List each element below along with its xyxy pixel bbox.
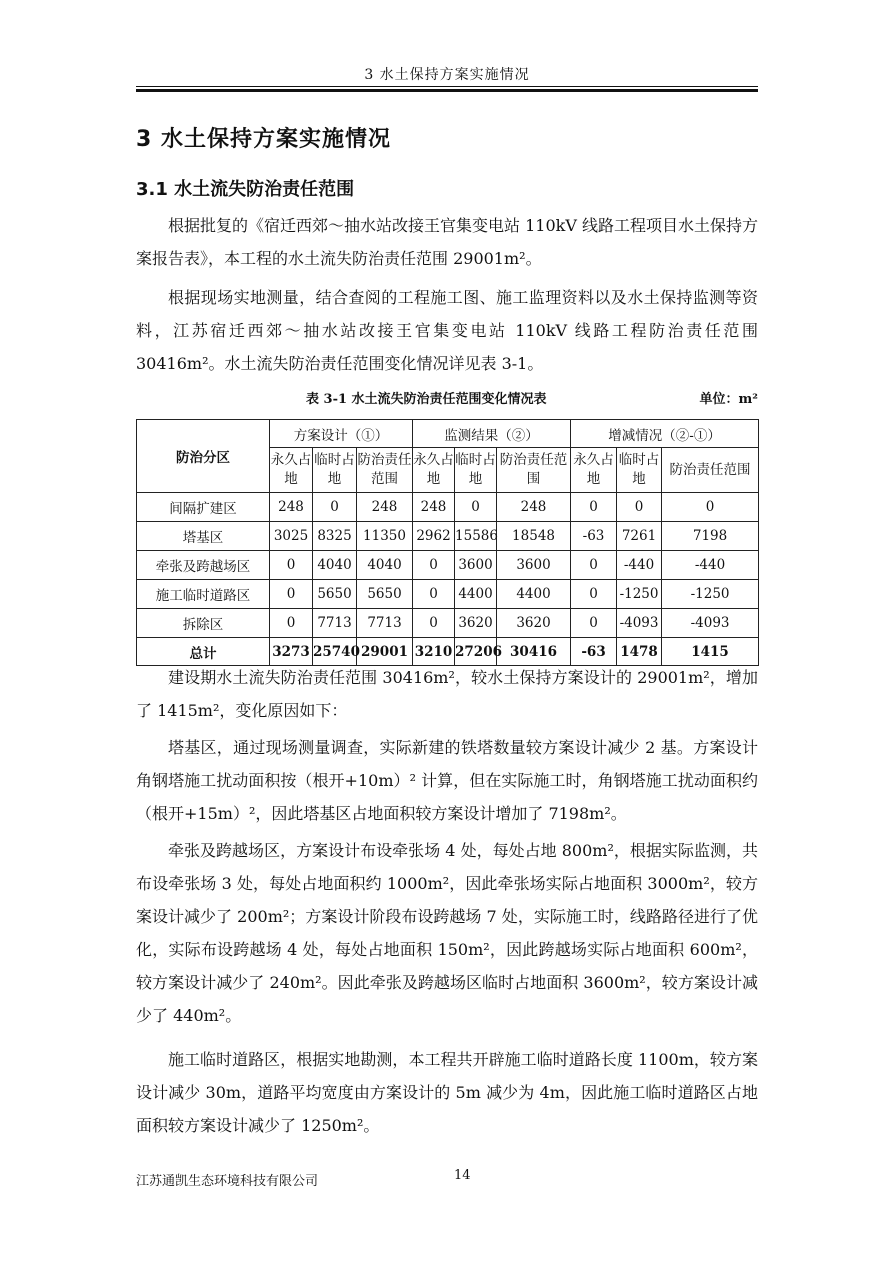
- value-cell: 248: [357, 493, 413, 522]
- footer-company: 江苏通凯生态环境科技有限公司: [136, 1174, 319, 1189]
- table-row: [137, 609, 759, 638]
- value-cell: 3600: [497, 551, 571, 580]
- total-value-cell: 25740: [313, 638, 357, 666]
- table-header-group-row: [137, 420, 759, 448]
- value-cell: 0: [571, 580, 617, 609]
- zone-name-cell: 间隔扩建区: [137, 493, 270, 522]
- value-cell: 0: [270, 609, 313, 638]
- value-cell: 0: [455, 493, 497, 522]
- value-cell: 11350: [357, 522, 413, 551]
- total-value-cell: 29001: [357, 638, 413, 666]
- total-value-cell: 3273: [270, 638, 313, 666]
- zone-header: 防治分区: [137, 420, 270, 493]
- value-cell: 15586: [455, 522, 497, 551]
- zone-name-cell: 拆除区: [137, 609, 270, 638]
- table-title: 表 3-1 水土流失防治责任范围变化情况表: [306, 392, 547, 407]
- sub-header-temporary: 临时占地: [313, 448, 357, 493]
- value-cell: -440: [662, 551, 759, 580]
- total-value-cell: 27206: [455, 638, 497, 666]
- zone-name-cell: 牵张及跨越场区: [137, 551, 270, 580]
- table-row: [137, 551, 759, 580]
- value-cell: 3025: [270, 522, 313, 551]
- page-number: 14: [454, 1168, 471, 1183]
- sub-header-scope: 防治责任范围: [357, 448, 413, 493]
- section-title: 3.1 水土流失防治责任范围: [136, 179, 355, 200]
- total-value-cell: 3210: [413, 638, 455, 666]
- value-cell: 0: [270, 580, 313, 609]
- value-cell: 0: [571, 551, 617, 580]
- value-cell: 3620: [497, 609, 571, 638]
- total-value-cell: 30416: [497, 638, 571, 666]
- running-head: 3 水土保持方案实施情况: [364, 67, 530, 83]
- group-header-monitoring: 监测结果（②）: [413, 420, 571, 448]
- value-cell: 0: [617, 493, 662, 522]
- sub-header-temporary: 临时占地: [455, 448, 497, 493]
- value-cell: 3600: [455, 551, 497, 580]
- group-header-change: 增减情况（②-①）: [571, 420, 759, 448]
- value-cell: -1250: [662, 580, 759, 609]
- responsibility-scope-table: [136, 419, 759, 666]
- total-value-cell: -63: [571, 638, 617, 666]
- value-cell: 0: [662, 493, 759, 522]
- value-cell: 248: [270, 493, 313, 522]
- value-cell: 18548: [497, 522, 571, 551]
- paragraph-tower-zone: 塔基区，通过现场测量调查，实际新建的铁塔数量较方案设计减少 2 基。方案设计角钢塔施工扰动面积按（根开+10m）² 计算，但在实际施工时，角钢塔施工扰动面积约（根开+15m）²，因此塔基区占地面积较方案设计增加了 7198m²。: [136, 738, 758, 823]
- value-cell: 2962: [413, 522, 455, 551]
- value-cell: 4400: [455, 580, 497, 609]
- value-cell: -63: [571, 522, 617, 551]
- value-cell: 5650: [313, 580, 357, 609]
- sub-header-temporary: 临时占地: [617, 448, 662, 493]
- table-row: [137, 493, 759, 522]
- value-cell: -4093: [662, 609, 759, 638]
- chapter-title: 3 水土保持方案实施情况: [136, 127, 391, 152]
- value-cell: 0: [571, 609, 617, 638]
- header-rule-thin: [136, 86, 758, 87]
- sub-header-permanent: 永久占地: [270, 448, 313, 493]
- table-unit: 单位：m²: [699, 392, 758, 407]
- paragraph-stringing-zone: 牵张及跨越场区，方案设计布设牵张场 4 处，每处占地 800m²，根据实际监测，共布设牵张场 3 处，每处占地面积约 1000m²，因此牵张场实际占地面积 3000m²，较方案设计减少了 200m²；方案设计阶段布设跨越场 7 处，实际施工时，线路路径进行了优化，实际布设跨越场 4 处，每处占地面积 150m²，因此跨越场实际占地面积 600m²，较方案设计减少了 240m²。因此牵张及跨越场区临时占地面积 3600m²，较方案设计减少了 440m²。: [136, 841, 758, 1025]
- zone-name-cell: 施工临时道路区: [137, 580, 270, 609]
- total-label-cell: 总计: [137, 638, 270, 666]
- table-row: [137, 580, 759, 609]
- value-cell: 248: [497, 493, 571, 522]
- value-cell: 5650: [357, 580, 413, 609]
- sub-header-scope: 防治责任范围: [497, 448, 571, 493]
- paragraph-change-summary: 建设期水土流失防治责任范围 30416m²，较水土保持方案设计的 29001m²，增加了 1415m²，变化原因如下：: [136, 668, 758, 720]
- sub-header-scope: 防治责任范围: [662, 448, 759, 493]
- group-header-design: 方案设计（①）: [270, 420, 413, 448]
- value-cell: 8325: [313, 522, 357, 551]
- zone-name-cell: 塔基区: [137, 522, 270, 551]
- value-cell: 3620: [455, 609, 497, 638]
- paragraph-measured-scope: 根据现场实地测量，结合查阅的工程施工图、施工监理资料以及水土保持监测等资料，江苏宿迁西郊～抽水站改接王官集变电站 110kV 线路工程防治责任范围 30416m²。水土流失防治责任范围变化情况详见表 3-1。: [136, 288, 758, 373]
- value-cell: 0: [413, 580, 455, 609]
- total-value-cell: 1478: [617, 638, 662, 666]
- value-cell: 4400: [497, 580, 571, 609]
- header-rule-thick: [136, 89, 758, 92]
- paragraph-temp-road-zone: 施工临时道路区，根据实地勘测，本工程共开辟施工临时道路长度 1100m，较方案设计减少 30m，道路平均宽度由方案设计的 5m 减少为 4m，因此施工临时道路区占地面积较方案设计减少了 1250m²。: [136, 1050, 758, 1135]
- sub-header-permanent: 永久占地: [413, 448, 455, 493]
- value-cell: 0: [313, 493, 357, 522]
- value-cell: 7261: [617, 522, 662, 551]
- value-cell: 248: [413, 493, 455, 522]
- value-cell: 0: [413, 609, 455, 638]
- value-cell: 7713: [357, 609, 413, 638]
- value-cell: 4040: [357, 551, 413, 580]
- value-cell: 0: [413, 551, 455, 580]
- value-cell: 4040: [313, 551, 357, 580]
- value-cell: -4093: [617, 609, 662, 638]
- total-value-cell: 1415: [662, 638, 759, 666]
- value-cell: 7713: [313, 609, 357, 638]
- value-cell: 0: [571, 493, 617, 522]
- sub-header-permanent: 永久占地: [571, 448, 617, 493]
- paragraph-approved-scope: 根据批复的《宿迁西郊～抽水站改接王官集变电站 110kV 线路工程项目水土保持方案报告表》，本工程的水土流失防治责任范围 29001m²。: [136, 216, 758, 268]
- value-cell: -440: [617, 551, 662, 580]
- value-cell: 0: [270, 551, 313, 580]
- value-cell: -1250: [617, 580, 662, 609]
- value-cell: 7198: [662, 522, 759, 551]
- table-row: [137, 522, 759, 551]
